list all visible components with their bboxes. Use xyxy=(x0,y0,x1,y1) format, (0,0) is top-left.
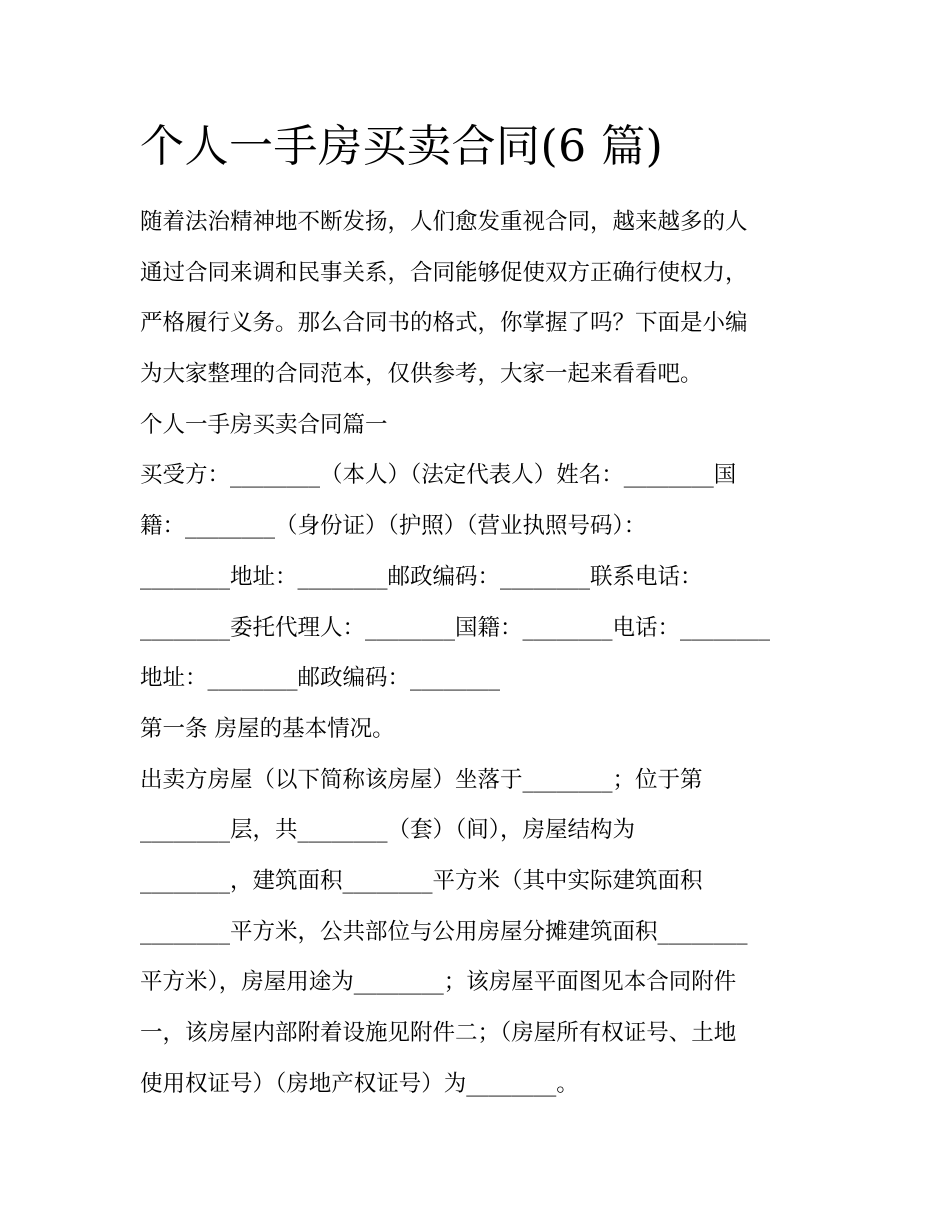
clause-heading: 第一条 房屋的基本情况。 xyxy=(140,715,395,742)
paragraph-line: 地址：________邮政编码：________ xyxy=(140,665,501,692)
paragraph-line: 为大家整理的合同范本，仅供参考，大家一起来看看吧。 xyxy=(140,361,703,388)
paragraph-line: ________层，共________（套）（间），房屋结构为 xyxy=(140,817,636,844)
paragraph-line: 一，该房屋内部附着设施见附件二；（房屋所有权证号、土地 xyxy=(140,1020,737,1046)
paragraph-line: 随着法治精神地不断发扬，人们愈发重视合同，越来越多的人 xyxy=(140,209,748,235)
section-heading: 个人一手房买卖合同篇一 xyxy=(140,411,388,438)
paragraph-line: 籍：________（身份证）（护照）（营业执照号码）： xyxy=(140,513,647,540)
paragraph-line: ________地址：________邮政编码：________联系电话： xyxy=(140,563,703,590)
paragraph-line: 使用权证号）（房地产权证号）为________。 xyxy=(140,1070,579,1097)
paragraph-line: 出卖方房屋（以下简称该房屋）坐落于________；位于第 xyxy=(140,766,703,793)
paragraph-line: ________，建筑面积________平方米（其中实际建筑面积 xyxy=(140,867,703,894)
paragraph-line: ________平方米，公共部位与公用房屋分摊建筑面积________ xyxy=(140,918,748,945)
document-body xyxy=(140,197,820,1109)
paragraph-line: 严格履行义务。那么合同书的格式，你掌握了吗？下面是小编 xyxy=(140,310,748,337)
paragraph-line: 平方米），房屋用途为________；该房屋平面图见本合同附件 xyxy=(140,969,737,996)
paragraph-line: 买受方：________（本人）（法定代表人）姓名：________国 xyxy=(140,462,737,489)
paragraph-line: 通过合同来调和民事关系，合同能够促使双方正确行使权力， xyxy=(140,259,748,286)
paragraph-line: ________委托代理人：________国籍：________电话：________ xyxy=(140,614,771,641)
document-title: 个人一手房买卖合同(6 篇) xyxy=(140,121,664,172)
